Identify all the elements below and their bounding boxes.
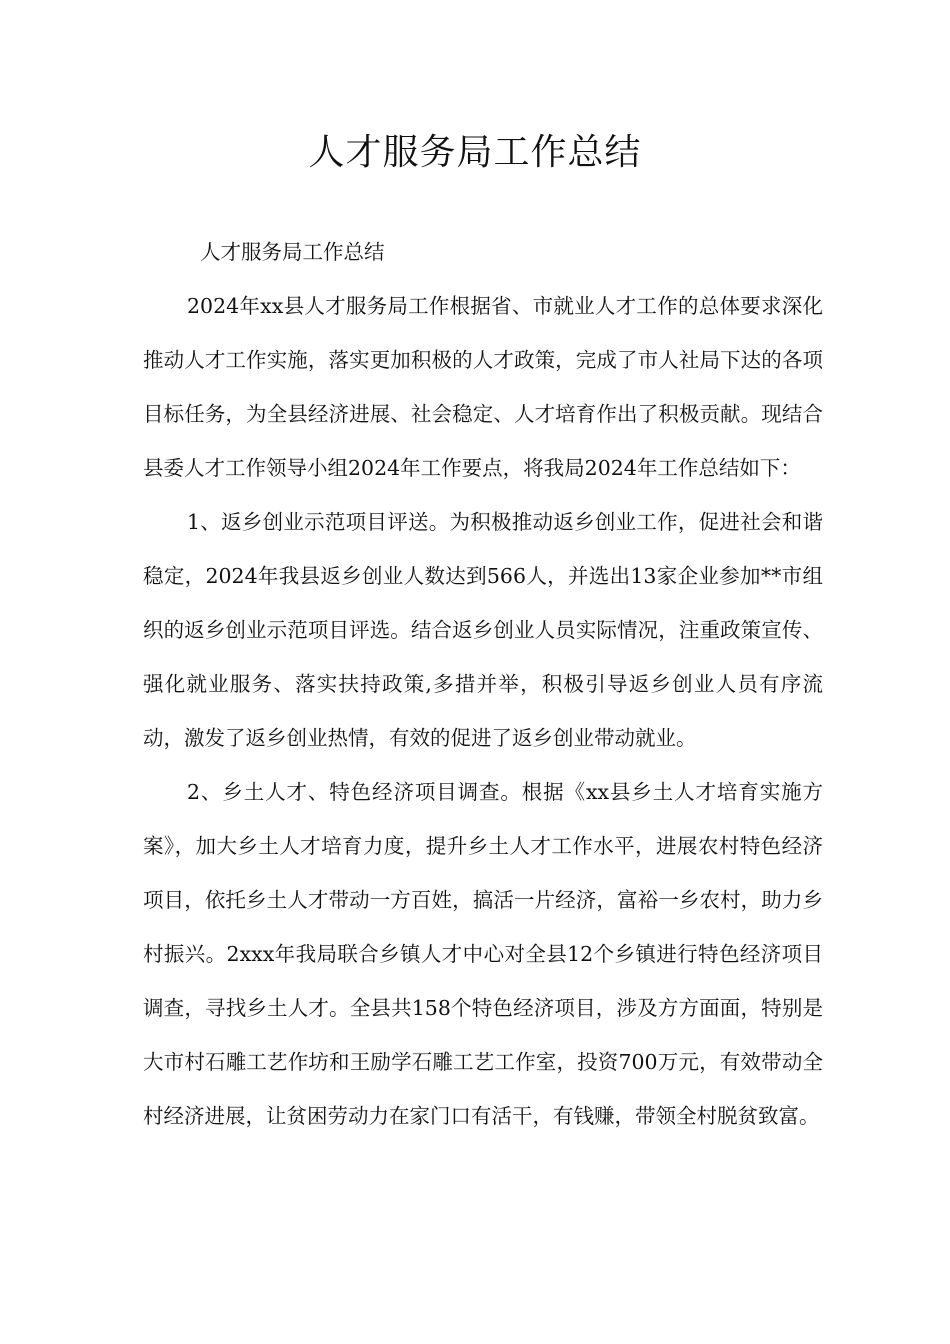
- paragraph-item-2: 2、乡土人才、特色经济项目调查。根据《xx县乡土人才培育实施方案》，加大乡土人才培育力度，提升乡土人才工作水平，进展农村特色经济项目，依托乡土人才带动一方百姓，搞活一片经济，富裕一乡农村，助力乡村振兴。2xxx年我局联合乡镇人才中心对全县12个乡镇进行特色经济项目调查，寻找乡土人才。全县共158个特色经济项目，涉及方方面面，特别是大市村石雕工艺作坊和王励学石雕工艺工作室，投资700万元，有效带动全村经济进展，让贫困劳动力在家门口有活干，有钱赚，带领全村脱贫致富。: [143, 780, 823, 1128]
- document-subtitle: 人才服务局工作总结: [200, 240, 385, 264]
- document-body: [143, 225, 823, 1143]
- paragraph-item-1: 1、返乡创业示范项目评送。为积极推动返乡创业工作，促进社会和谐稳定，2024年我县返乡创业人数达到566人，并选出13家企业参加**市组织的返乡创业示范项目评选。结合返乡创业人员实际情况，注重政策宣传、强化就业服务、落实扶持政策,多措并举，积极引导返乡创业人员有序流动，激发了返乡创业热情，有效的促进了返乡创业带动就业。: [143, 510, 823, 750]
- document-title: 人才服务局工作总结: [308, 132, 642, 173]
- paragraph-intro: 2024年xx县人才服务局工作根据省、市就业人才工作的总体要求深化推动人才工作实施，落实更加积极的人才政策，完成了市人社局下达的各项目标任务，为全县经济进展、社会稳定、人才培育作出了积极贡献。现结合县委人才工作领导小组2024年工作要点，将我局2024年工作总结如下：: [143, 294, 823, 480]
